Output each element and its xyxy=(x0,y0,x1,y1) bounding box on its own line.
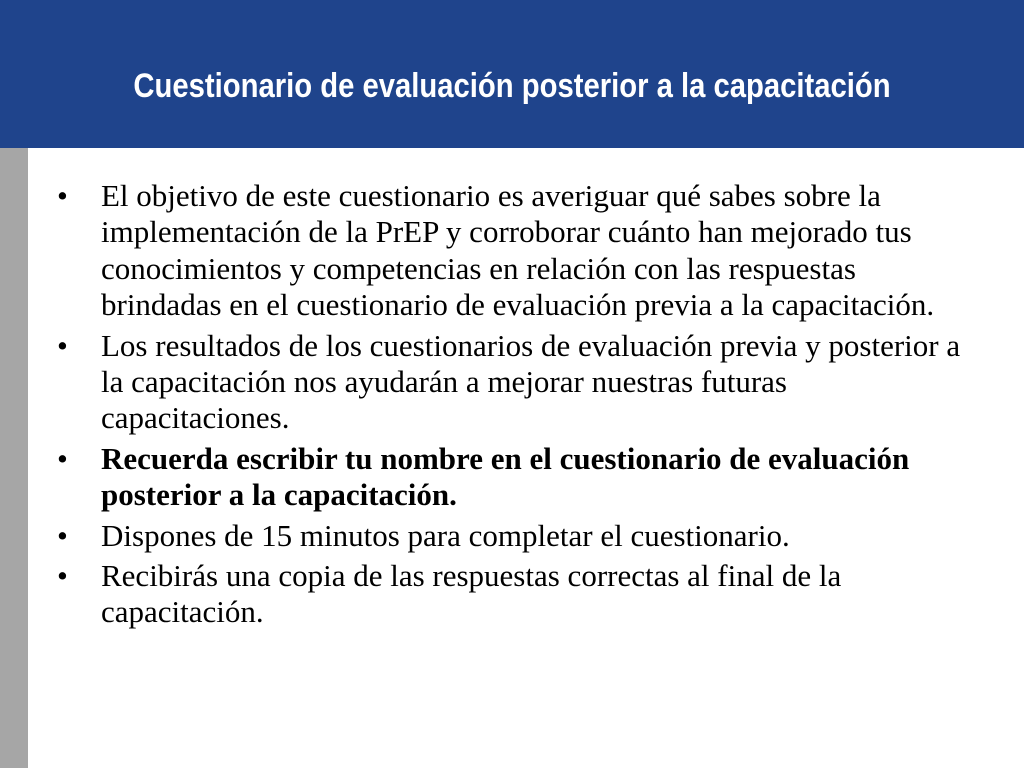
bullet-item-time-limit xyxy=(56,518,976,554)
bullet-icon: • xyxy=(57,517,68,553)
bullet-item-answer-copy xyxy=(56,558,976,631)
bullet-text: Los resultados de los cuestionarios de evaluación previa y posterior a la capacitación nos ayudarán a mejorar nuestras futuras capacitaciones. xyxy=(101,327,961,436)
bullet-icon: • xyxy=(57,178,68,213)
bullet-icon: • xyxy=(57,440,68,476)
bullet-list xyxy=(56,178,976,635)
title-banner xyxy=(0,0,1024,148)
bullet-item-write-name xyxy=(56,441,976,514)
bullet-icon: • xyxy=(57,558,68,594)
bullet-item-objective xyxy=(56,178,976,324)
left-accent-strip xyxy=(0,148,28,768)
bullet-text: Recibirás una copia de las respuestas correctas al final de la capacitación. xyxy=(101,558,842,630)
bullet-text: Recuerda escribir tu nombre en el cuestionario de evaluación posterior a la capacitación. xyxy=(101,440,910,513)
bullet-item-results xyxy=(56,328,976,437)
bullet-icon: • xyxy=(57,327,68,363)
bullet-text: El objetivo de este cuestionario es averiguar qué sabes sobre la implementación de la PrEP y corroborar cuánto han mejorado tus conocimientos y competencias en relación con las respuestas brindadas en el cuestionario de evaluación previa a la capacitación. xyxy=(101,178,935,323)
bullet-text: Dispones de 15 minutos para completar el cuestionario. xyxy=(101,517,790,553)
slide-title: Cuestionario de evaluación posterior a la capacitación xyxy=(133,67,891,105)
